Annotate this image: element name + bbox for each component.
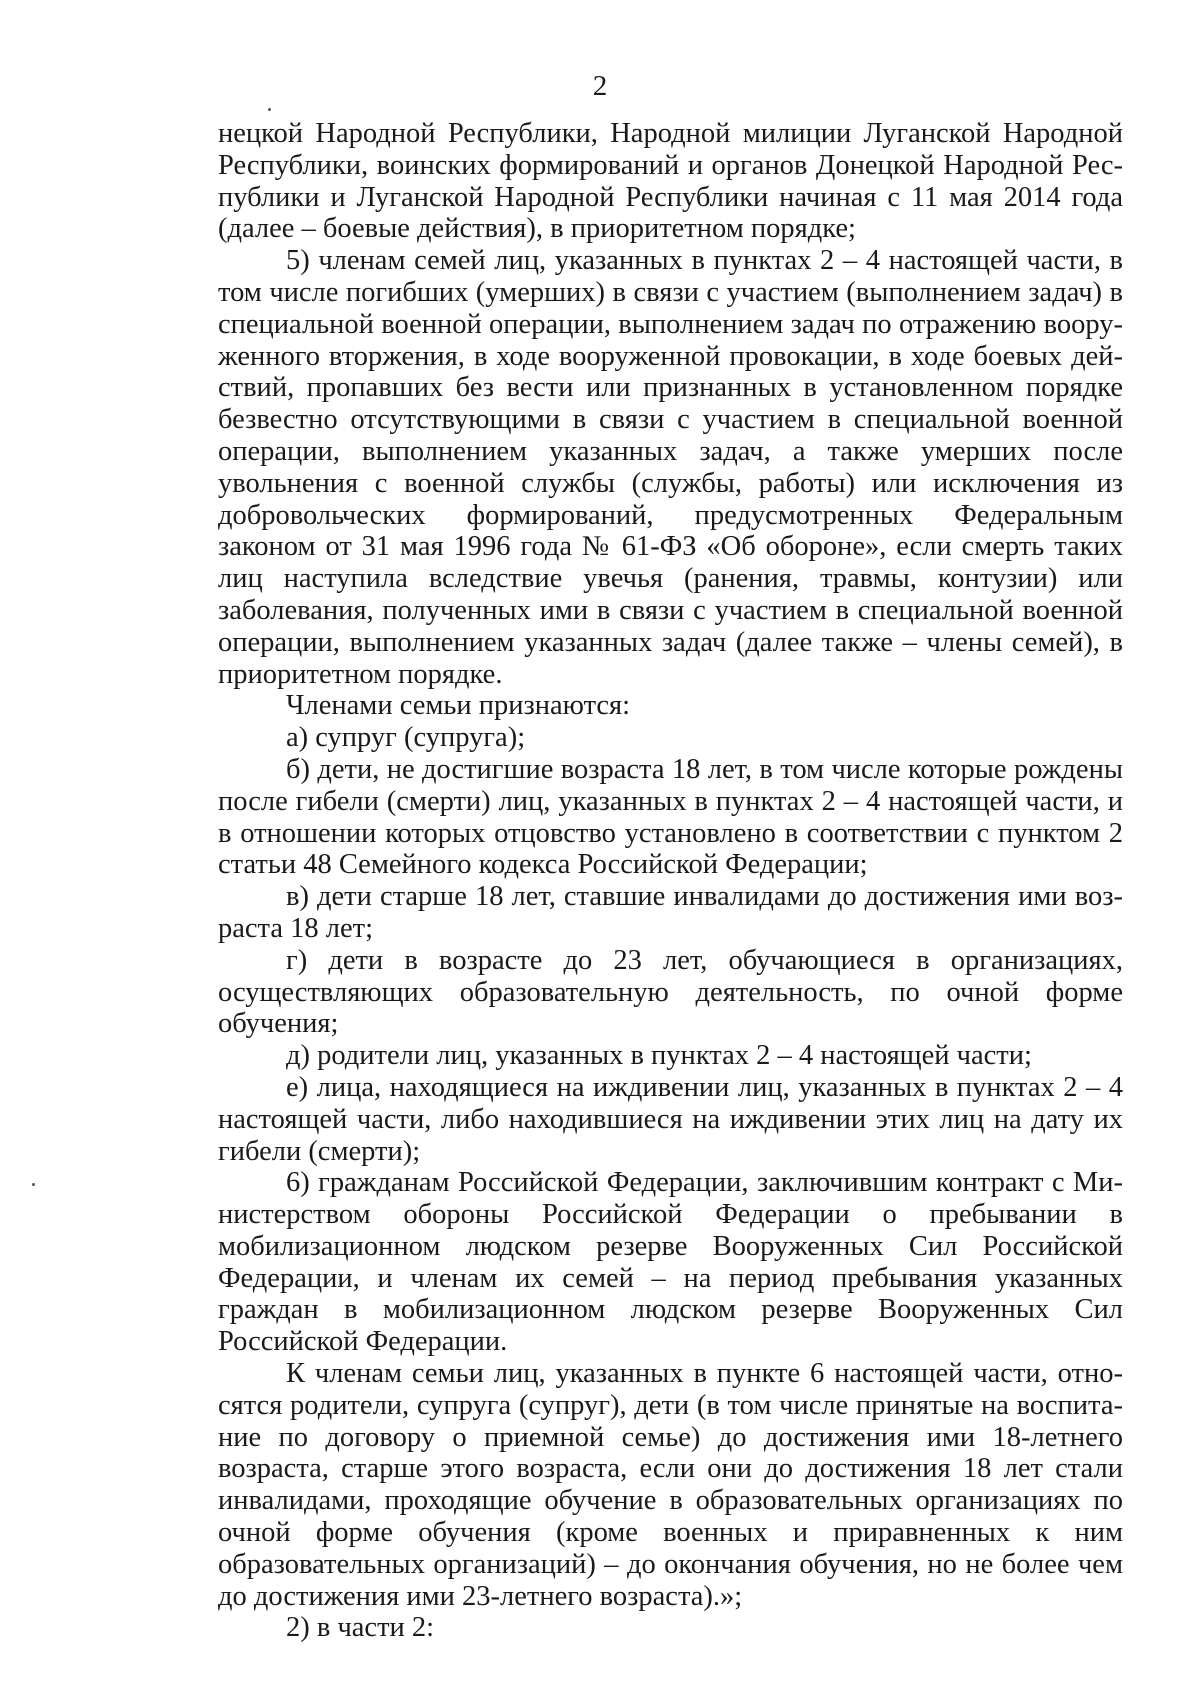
paragraph-subitem-a: а) супруг (супруга); [286, 722, 526, 754]
paragraph-subitem-d: д) родители лиц, указанных в пунктах 2 – 4 настоящей части; [286, 1040, 1032, 1072]
paragraph-family-of-item-6: К членам семьи лиц, указанных в пункте 6 настоящей части, относятся родители, супруга (супруг), дети (в том числе принятые на воспитание по договору о приемной семье) до достижения ими 18-летнего возраста, старше этого возраста, если они до достижения 18 лет стали инвалидами, проходящие обучение в образовательных организациях по очной форме обучения (кроме военных и приравненных к ним образовательных организаций) – до окончания обучения, но не более чем до достижения ими 23-летнего возраста).»; [218, 1358, 1123, 1612]
scan-speck [32, 1183, 35, 1186]
paragraph-subitem-v: в) дети старше 18 лет, ставшие инвалидами до достижения ими возраста 18 лет; [218, 881, 1123, 944]
paragraph-family-members-intro: Членами семьи признаются: [286, 690, 631, 722]
paragraph-subitem-b: б) дети, не достигшие возраста 18 лет, в том числе которые рождены после гибели (смерти) лиц, указанных в пунктах 2 – 4 настоящей части, и в отношении которых отцовство установлено в соответствии с пунктом 2 статьи 48 Семейного кодекса Российской Федерации; [218, 753, 1123, 881]
paragraph-continuation: нецкой Народной Республики, Народной милиции Луганской Народной Республики, воинских формирований и органов Донецкой Народной Республики и Луганской Народной Республики начиная с 11 мая 2014 года (далее – боевые действия), в приоритетном порядке; [218, 118, 1123, 245]
document-body [218, 118, 1123, 1644]
scan-speck [268, 108, 271, 111]
paragraph-item-5: 5) членам семей лиц, указанных в пунктах 2 – 4 настоящей части, в том числе погибших (умерших) в связи с участием (выполнением задач) в специальной военной операции, выполнением задач по отражению вооруженного вторжения, в ходе вооруженной провокации, в ходе боевых действий, пропавших без вести или признанных в установленном порядке безвестно отсутствующими в связи с участием в специальной военной операции, выполнением указанных задач, а также умерших после увольнения с военной службы (службы, работы) или исключения из добровольческих формирований, предусмотренных Федеральным законом от 31 мая 1996 года № 61-ФЗ «Об обороне», если смерть таких лиц наступила вследствие увечья (ранения, травмы, контузии) или заболевания, полученных ими в связи с участием в специальной военной операции, выполнением указанных задач (далее также – члены семей), в приоритетном порядке. [218, 245, 1123, 690]
paragraph-subitem-e: е) лица, находящиеся на иждивении лиц, указанных в пунктах 2 – 4 настоящей части, либо находившиеся на иждивении этих лиц на дату их гибели (смерти); [218, 1071, 1123, 1167]
paragraph-subitem-g: г) дети в возрасте до 23 лет, обучающиеся в организациях, осуществляющих образовательную деятельность, по очной форме обучения; [218, 944, 1123, 1040]
page-number: 2 [592, 70, 608, 102]
paragraph-item-6: 6) гражданам Российской Федерации, заключившим контракт с Министерством обороны Российской Федерации о пребывании в мобилизационном людском резерве Вооруженных Сил Российской Федерации, и членам их семей – на период пребывания указанных граждан в мобилизационном людском резерве Вооруженных Сил Российской Федерации. [218, 1167, 1123, 1358]
paragraph-part-2: 2) в части 2: [286, 1612, 435, 1644]
